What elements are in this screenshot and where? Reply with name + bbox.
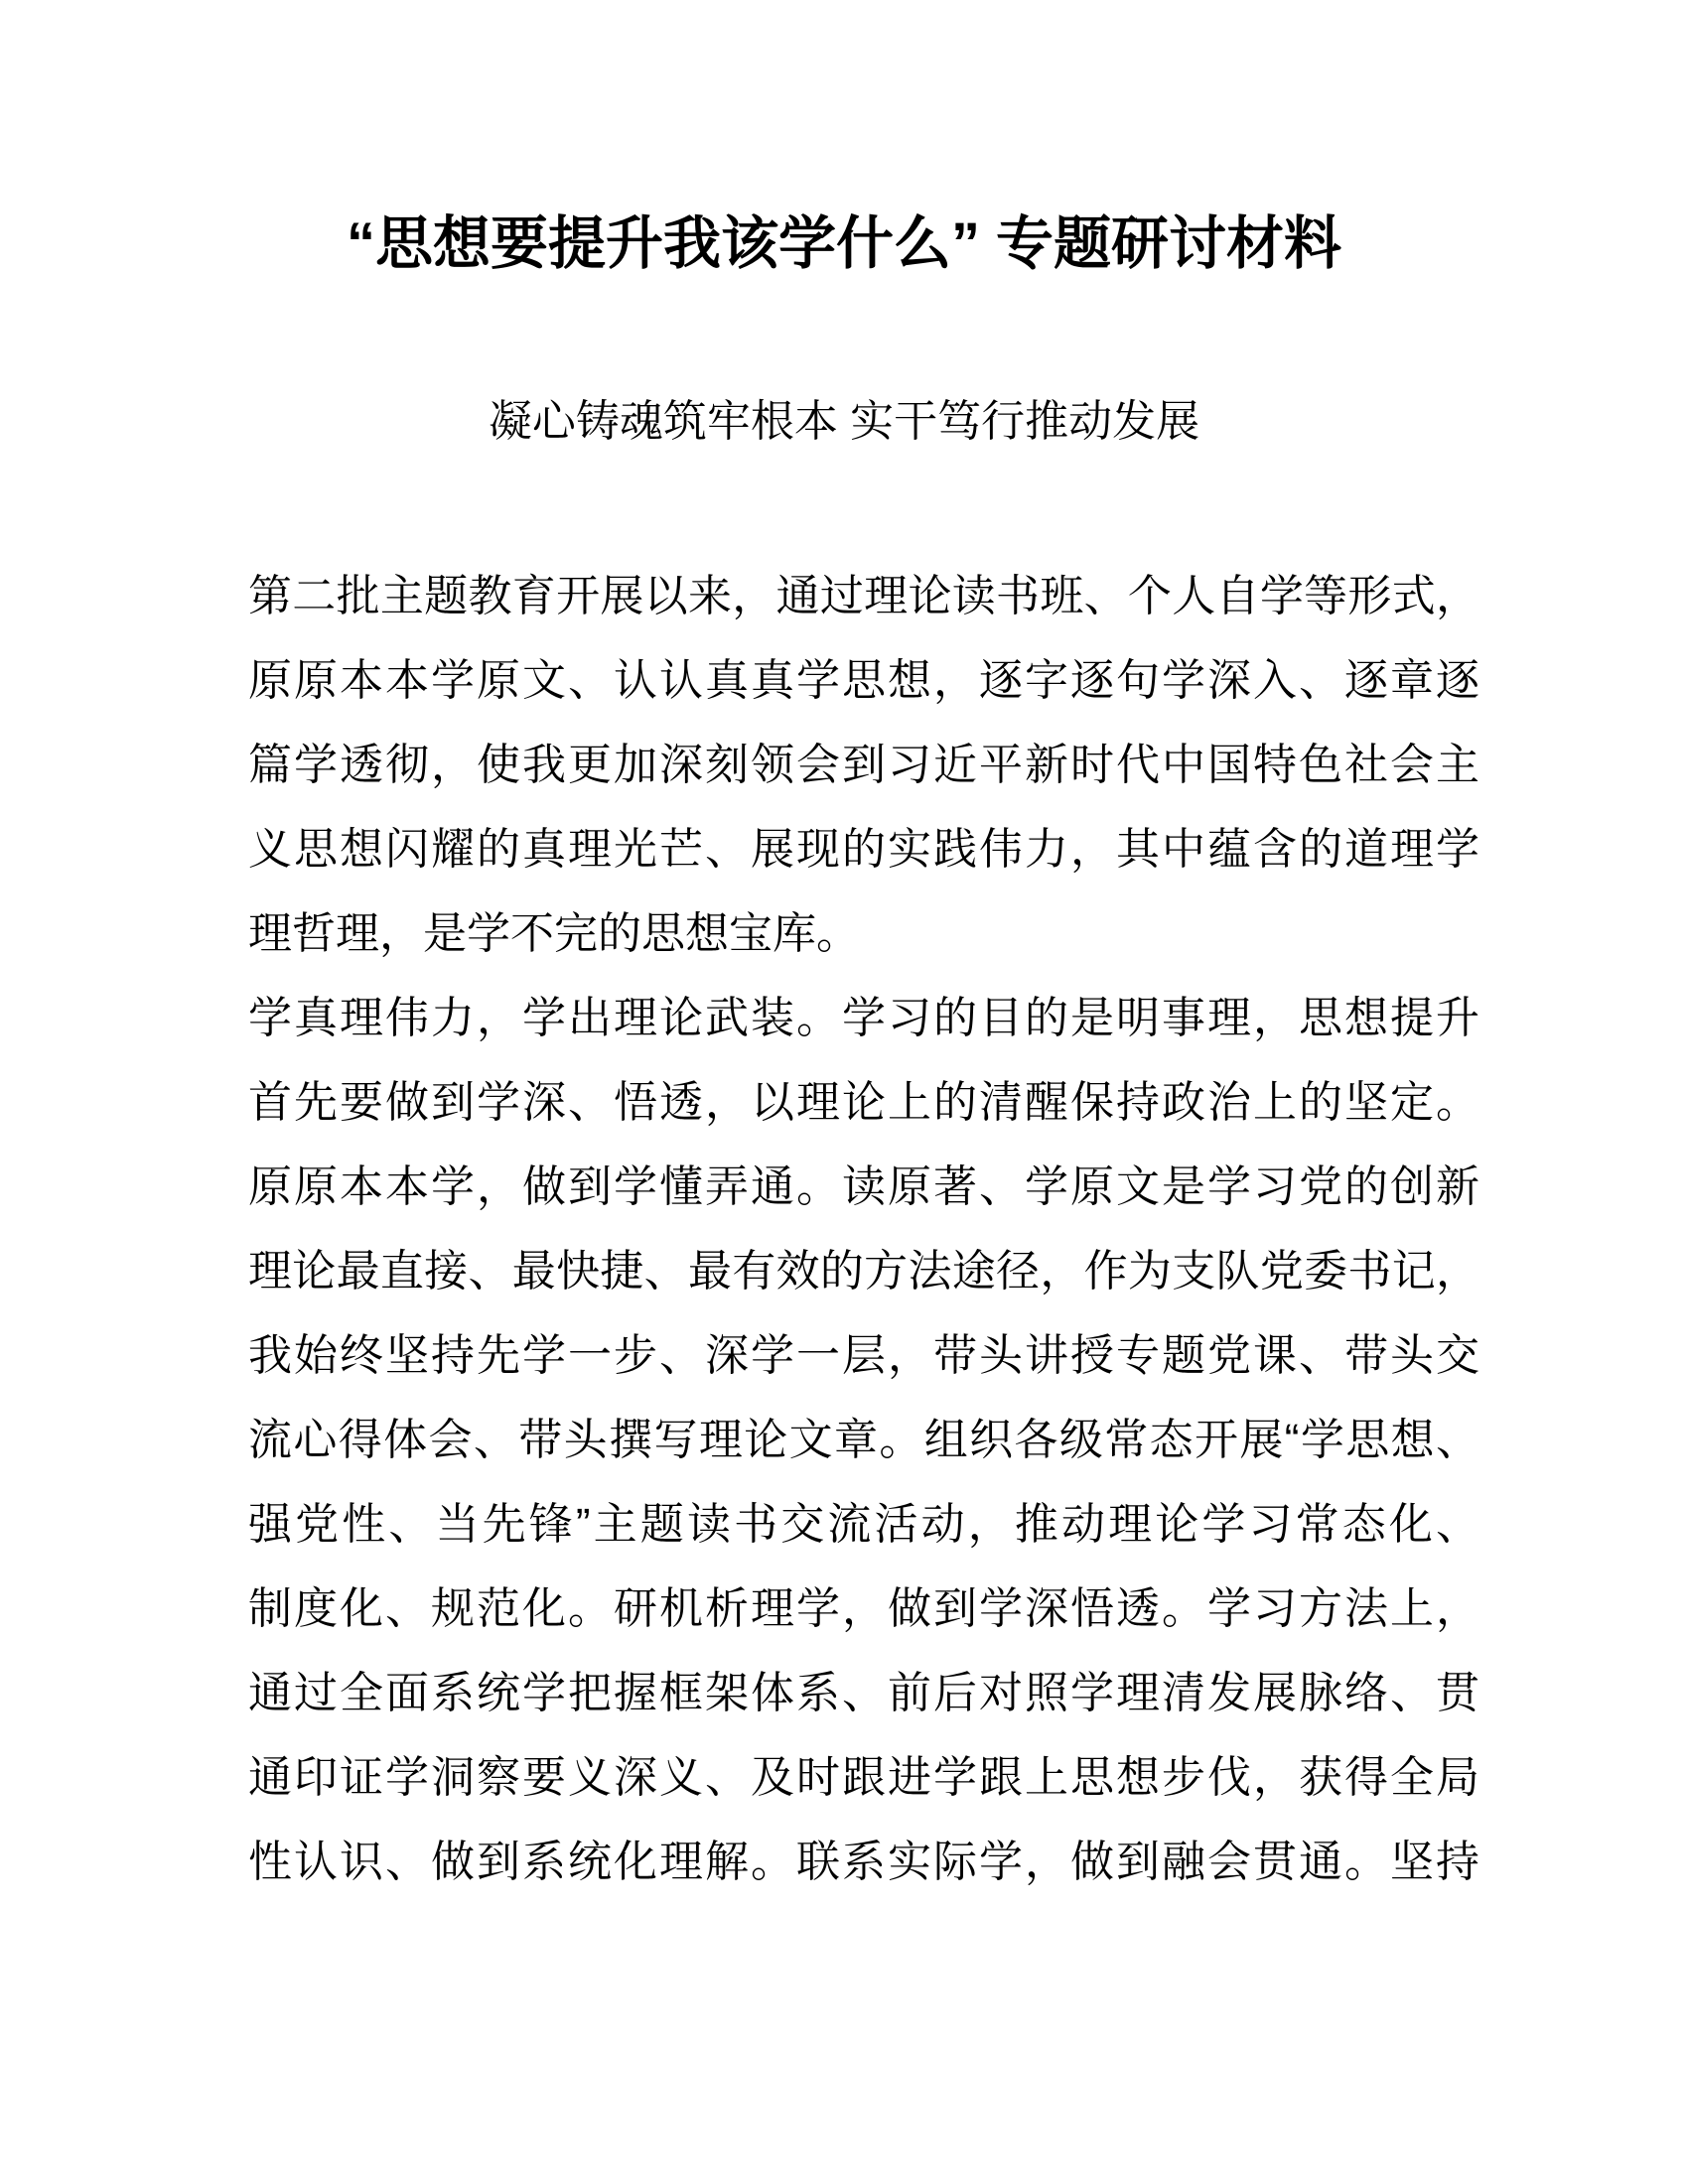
body-line: 我始终坚持先学一步、深学一层，带头讲授专题党课、带头交: [248, 1331, 1479, 1380]
body-line: 流心得体会、带头撰写理论文章。组织各级常态开展“学思想、: [248, 1416, 1479, 1464]
body-line: 义思想闪耀的真理光芒、展现的实践伟力，其中蕴含的道理学: [248, 825, 1479, 874]
body-line: 原原本本学原文、认认真真学思想，逐字逐句学深入、逐章逐: [248, 656, 1479, 705]
body-line: 学真理伟力，学出理论武装。学习的目的是明事理，思想提升: [248, 994, 1479, 1042]
document-body: [248, 554, 1479, 1904]
body-line: 首先要做到学深、悟透，以理论上的清醒保持政治上的坚定。: [248, 1078, 1479, 1127]
document-subtitle: 凝心铸魂筑牢根本 实干笃行推动发展: [488, 397, 1200, 446]
body-line: 通过全面系统学把握框架体系、前后对照学理清发展脉络、贯: [248, 1669, 1479, 1717]
body-line: 篇学透彻，使我更加深刻领会到习近平新时代中国特色社会主: [248, 741, 1479, 789]
body-line: 通印证学洞察要义深义、及时跟进学跟上思想步伐，获得全局: [248, 1753, 1479, 1802]
document-title: “思想要提升我该学什么” 专题研讨材料: [346, 211, 1342, 276]
body-line: 原原本本学，做到学懂弄通。读原著、学原文是学习党的创新: [248, 1162, 1479, 1211]
body-line: 理哲理，是学不完的思想宝库。: [248, 909, 860, 958]
body-line: 性认识、做到系统化理解。联系实际学，做到融会贯通。坚持: [248, 1838, 1479, 1886]
body-line: 理论最直接、最快捷、最有效的方法途径，作为支队党委书记，: [248, 1247, 1479, 1296]
body-line: 第二批主题教育开展以来，通过理论读书班、个人自学等形式，: [248, 572, 1479, 620]
body-line: 制度化、规范化。研机析理学，做到学深悟透。学习方法上，: [248, 1584, 1479, 1633]
body-line: 强党性、当先锋”主题读书交流活动，推动理论学习常态化、: [248, 1500, 1479, 1549]
